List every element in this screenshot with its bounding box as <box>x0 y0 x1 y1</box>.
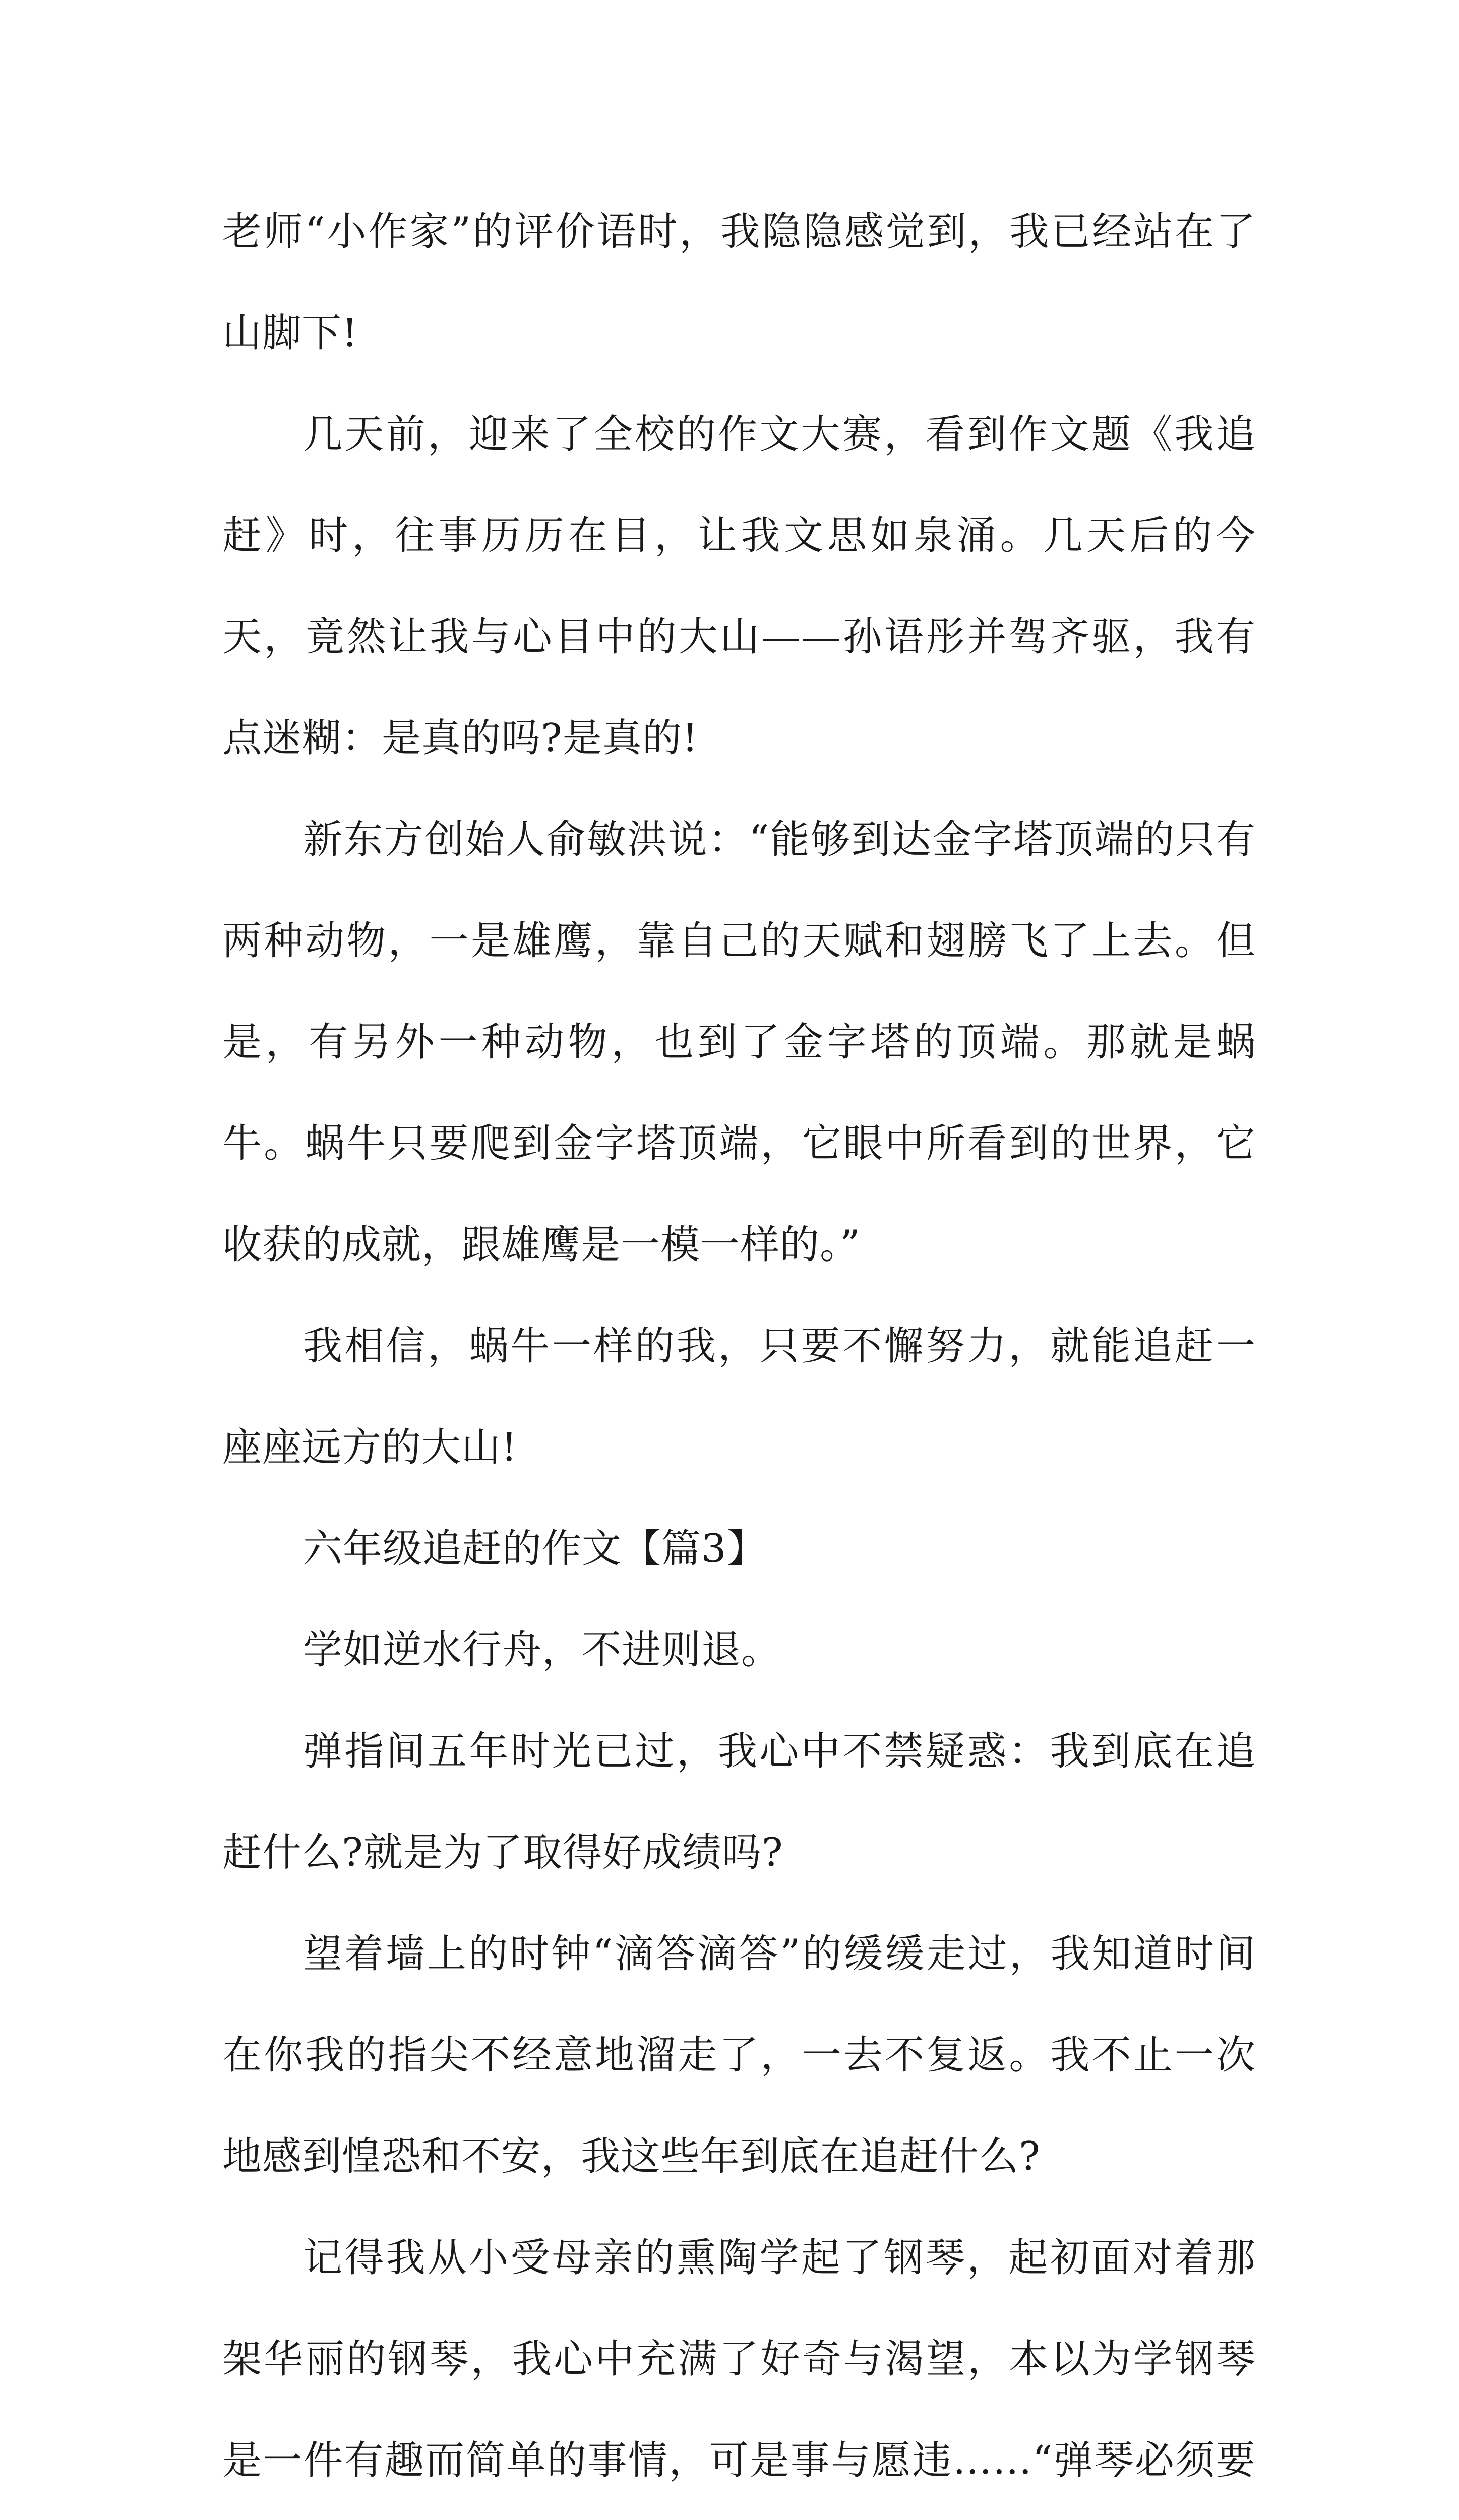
paragraph-5: 学如逆水行舟，不进则退。 <box>303 1627 781 1673</box>
section-heading: 六年级追赶的作文【篇3】 <box>303 1526 767 1571</box>
paragraph-1: 老师“小作家”的评价语时，我隐隐感觉到，我已经站在了山脚下! <box>222 209 1256 356</box>
paragraph-8: 记得我从小受母亲的熏陶学起了钢琴，起初面对着那架华丽的钢琴，我心中充满了好奇与渴望，本以为学钢琴是一件有趣而简单的事情，可是事与愿违……“弹琴必须要 <box>222 2235 1256 2483</box>
paragraph-7: 望着墙上的时钟“滴答滴答”的缓缓走过，我知道时间在你我的指尖不经意地溜走了，一去不复返。我不止一次地感到惶恐和不安，我这些年到底在追赶什么? <box>222 1931 1256 2179</box>
paragraph-3: 新东方创始人俞敏洪说：“能够到达金字塔顶端的只有两种动物，一是雄鹰，靠自己的天赋和翅膀飞了上去。但是，有另外一种动物，也到了金字塔的顶端。那就是蜗牛。蜗牛只要爬到金字塔顶端，它眼中所看到的世界，它收获的成就，跟雄鹰是一模一样的。” <box>222 817 1256 1268</box>
document-body <box>222 181 1256 2520</box>
paragraph-4: 我相信，蜗牛一样的我，只要不懈努力，就能追赶一座座远方的大山! <box>222 1324 1256 1470</box>
paragraph-6: 弹指间五年时光已过，我心中不禁疑惑：我到底在追赶什么?就是为了取得好成绩吗? <box>222 1729 1256 1875</box>
paragraph-2: 几天前，迎来了全校的作文大赛，看到作文题《我追赶》时，往事历历在目，让我文思如泉涌。几天后的今天，竟然让我与心目中的大山——孙语彤并驾齐驱，我有点迷糊：是真的吗?是真的! <box>222 412 1256 761</box>
